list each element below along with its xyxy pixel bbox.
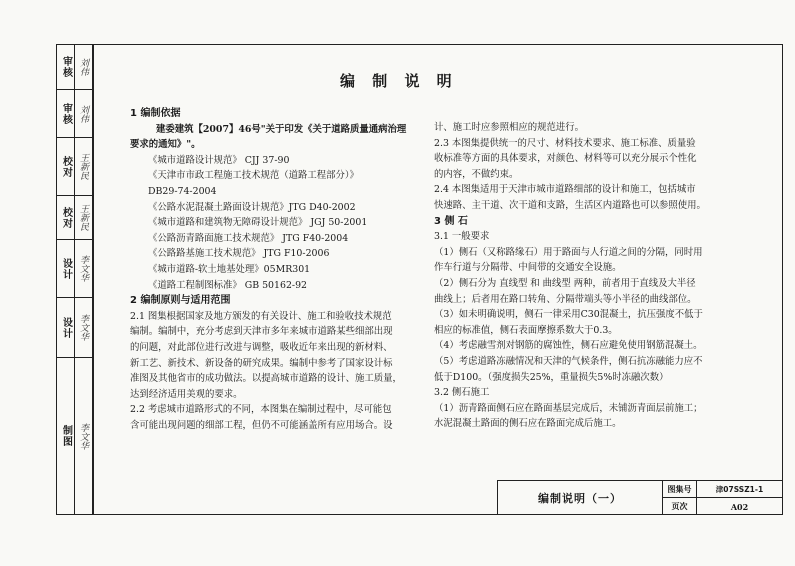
text-line: （5）考虑道路冻融情况和天津的气候条件，侧石抗冻融能力应不 <box>434 355 703 367</box>
review-row <box>56 358 92 515</box>
page-number-value: A02 <box>730 501 749 512</box>
text-line: 快速路、主干道、次干道和支路，生活区内道路也可以参照使用。 <box>434 199 706 211</box>
page-number-label: 页次 <box>663 498 697 515</box>
review-row <box>56 44 92 90</box>
text-line: 《城市道路设计规范》 CJJ 37-90 <box>148 154 290 166</box>
text-line: 2.3 本图集提供统一的尺寸、材料技术要求、施工标准、质量验 <box>434 137 696 149</box>
text-line: 3.2 侧石施工 <box>434 387 490 399</box>
text-line: 相应的标准值，侧石表面摩擦系数大于0.3。 <box>434 324 618 336</box>
text-line: 《城市道路和建筑物无障碍设计规范》 JGJ 50-2001 <box>148 217 368 229</box>
review-role-label: 设计 <box>60 257 72 280</box>
text-line: 《公路沥青路面施工技术规范》 JTG F40-2004 <box>148 232 349 244</box>
text-line: （2）侧石分为 直线型 和 曲线型 两种，前者用于直线及大半径 <box>434 277 696 289</box>
text-line: DB29-74-2004 <box>148 185 217 197</box>
right-column <box>434 120 769 432</box>
page-title: 编 制 说 明 <box>340 72 458 90</box>
review-role-label: 制图 <box>60 425 72 447</box>
text-line: （1）沥青路面侧石应在路面基层完成后，未铺沥青面层前施工； <box>434 402 703 414</box>
text-line: 作车行道与分隔带、中间带的交通安全设施。 <box>434 262 622 274</box>
text-line: 2.4 本图集适用于天津市城市道路细部的设计和施工，包括城市 <box>434 184 696 196</box>
text-line: 水泥混凝土路面的侧石应在路面完成后施工。 <box>434 418 622 430</box>
text-line: 编制。编制中，充分考虑到天津市多年来城市道路某些细部出现 <box>130 326 393 338</box>
section-heading: 2 编制原则与适用范围 <box>130 295 231 307</box>
text-line: 低于D100。（强度损失25%，重量损失5%时冻融次数） <box>434 371 669 383</box>
text-line: 《天津市市政工程施工技术规范（道路工程部分）》 <box>148 170 359 182</box>
title-block <box>497 480 783 515</box>
review-role-label: 校对 <box>60 206 72 229</box>
section-heading: 3 侧 石 <box>434 215 468 227</box>
text-line: 《城市道路-软土地基处理》05MR301 <box>148 263 311 275</box>
review-row <box>56 240 92 298</box>
review-role-label: 审核 <box>60 55 72 78</box>
signature: 刘伟 <box>74 44 92 89</box>
atlas-number-label: 图集号 <box>663 481 697 498</box>
review-row <box>56 138 92 196</box>
signature: 王新民 <box>74 138 92 195</box>
text-line: 的内容，不做约束。 <box>434 168 519 180</box>
signature: 王新民 <box>74 196 92 239</box>
section-heading: 1 编制依据 <box>130 108 181 119</box>
review-role-label: 审核 <box>60 102 72 125</box>
text-line: 准图及其他省市的成功做法。以提高城市道路的设计、施工质量， <box>130 373 402 385</box>
text-line: （1）侧石（又称路缘石）用于路面与人行道之间的分隔，同时用 <box>434 246 703 258</box>
review-strip <box>56 44 92 515</box>
text-line: 《道路工程制图标准》 GB 50162-92 <box>148 279 308 291</box>
text-line: 2.1 图集根据国家及地方颁发的有关设计、施工和验收技术规范 <box>130 310 392 322</box>
text-line: 达到经济适用美观的要求。 <box>130 388 243 400</box>
text-line: 计、施工时应参照相应的规范进行。 <box>434 122 585 133</box>
review-row <box>56 298 92 358</box>
signature: 李文华 <box>74 358 92 514</box>
review-role-label: 设计 <box>60 316 72 339</box>
text-line: 的问题，对此部位进行改进与调整，吸收近年来出现的新材料、 <box>130 341 393 353</box>
text-line: 建委建筑【2007】46号"关于印发《关于道路质量通病治理 <box>156 123 407 135</box>
left-column <box>130 106 405 433</box>
text-line: （3）如未明确说明，侧石一律采用C30混凝土，抗压强度不低于 <box>434 309 703 321</box>
text-line: 2.2 考虑城市道路形式的不同，本图集在编制过程中，尽可能包 <box>130 404 392 416</box>
review-row <box>56 90 92 138</box>
review-row <box>56 196 92 240</box>
text-line: 3.1 一般要求 <box>434 231 490 243</box>
text-line: 含可能出现问题的细部工程，但仍不可能涵盖所有应用场合。设 <box>130 419 393 431</box>
signature: 李文华 <box>74 298 92 357</box>
atlas-number-value: 津07SSZ1-1 <box>697 481 782 498</box>
sheet-name: 编制说明（一） <box>498 481 663 515</box>
text-line: 《公路路基施工技术规范》 JTG F10-2006 <box>148 248 330 260</box>
signature: 李文华 <box>74 240 92 297</box>
text-line: （4）考虑融雪剂对钢筋的腐蚀性，侧石应避免使用钢筋混凝土。 <box>434 340 703 352</box>
text-line: 要求的通知》"。 <box>130 139 201 151</box>
text-line: 《公路水泥混凝土路面设计规范》JTG D40-2002 <box>148 201 356 213</box>
text-line: 曲线上；后者用在路口转角、分隔带端头等小半径的曲线部位。 <box>434 293 697 305</box>
text-line: 新工艺、新技术、新设备的研究成果。编制中参考了国家设计标 <box>130 357 393 369</box>
text-line: 收标准等方面的具体要求，对颜色、材料等可以充分展示个性化 <box>434 153 697 165</box>
signature: 刘伟 <box>74 90 92 137</box>
review-role-label: 校对 <box>60 155 72 178</box>
